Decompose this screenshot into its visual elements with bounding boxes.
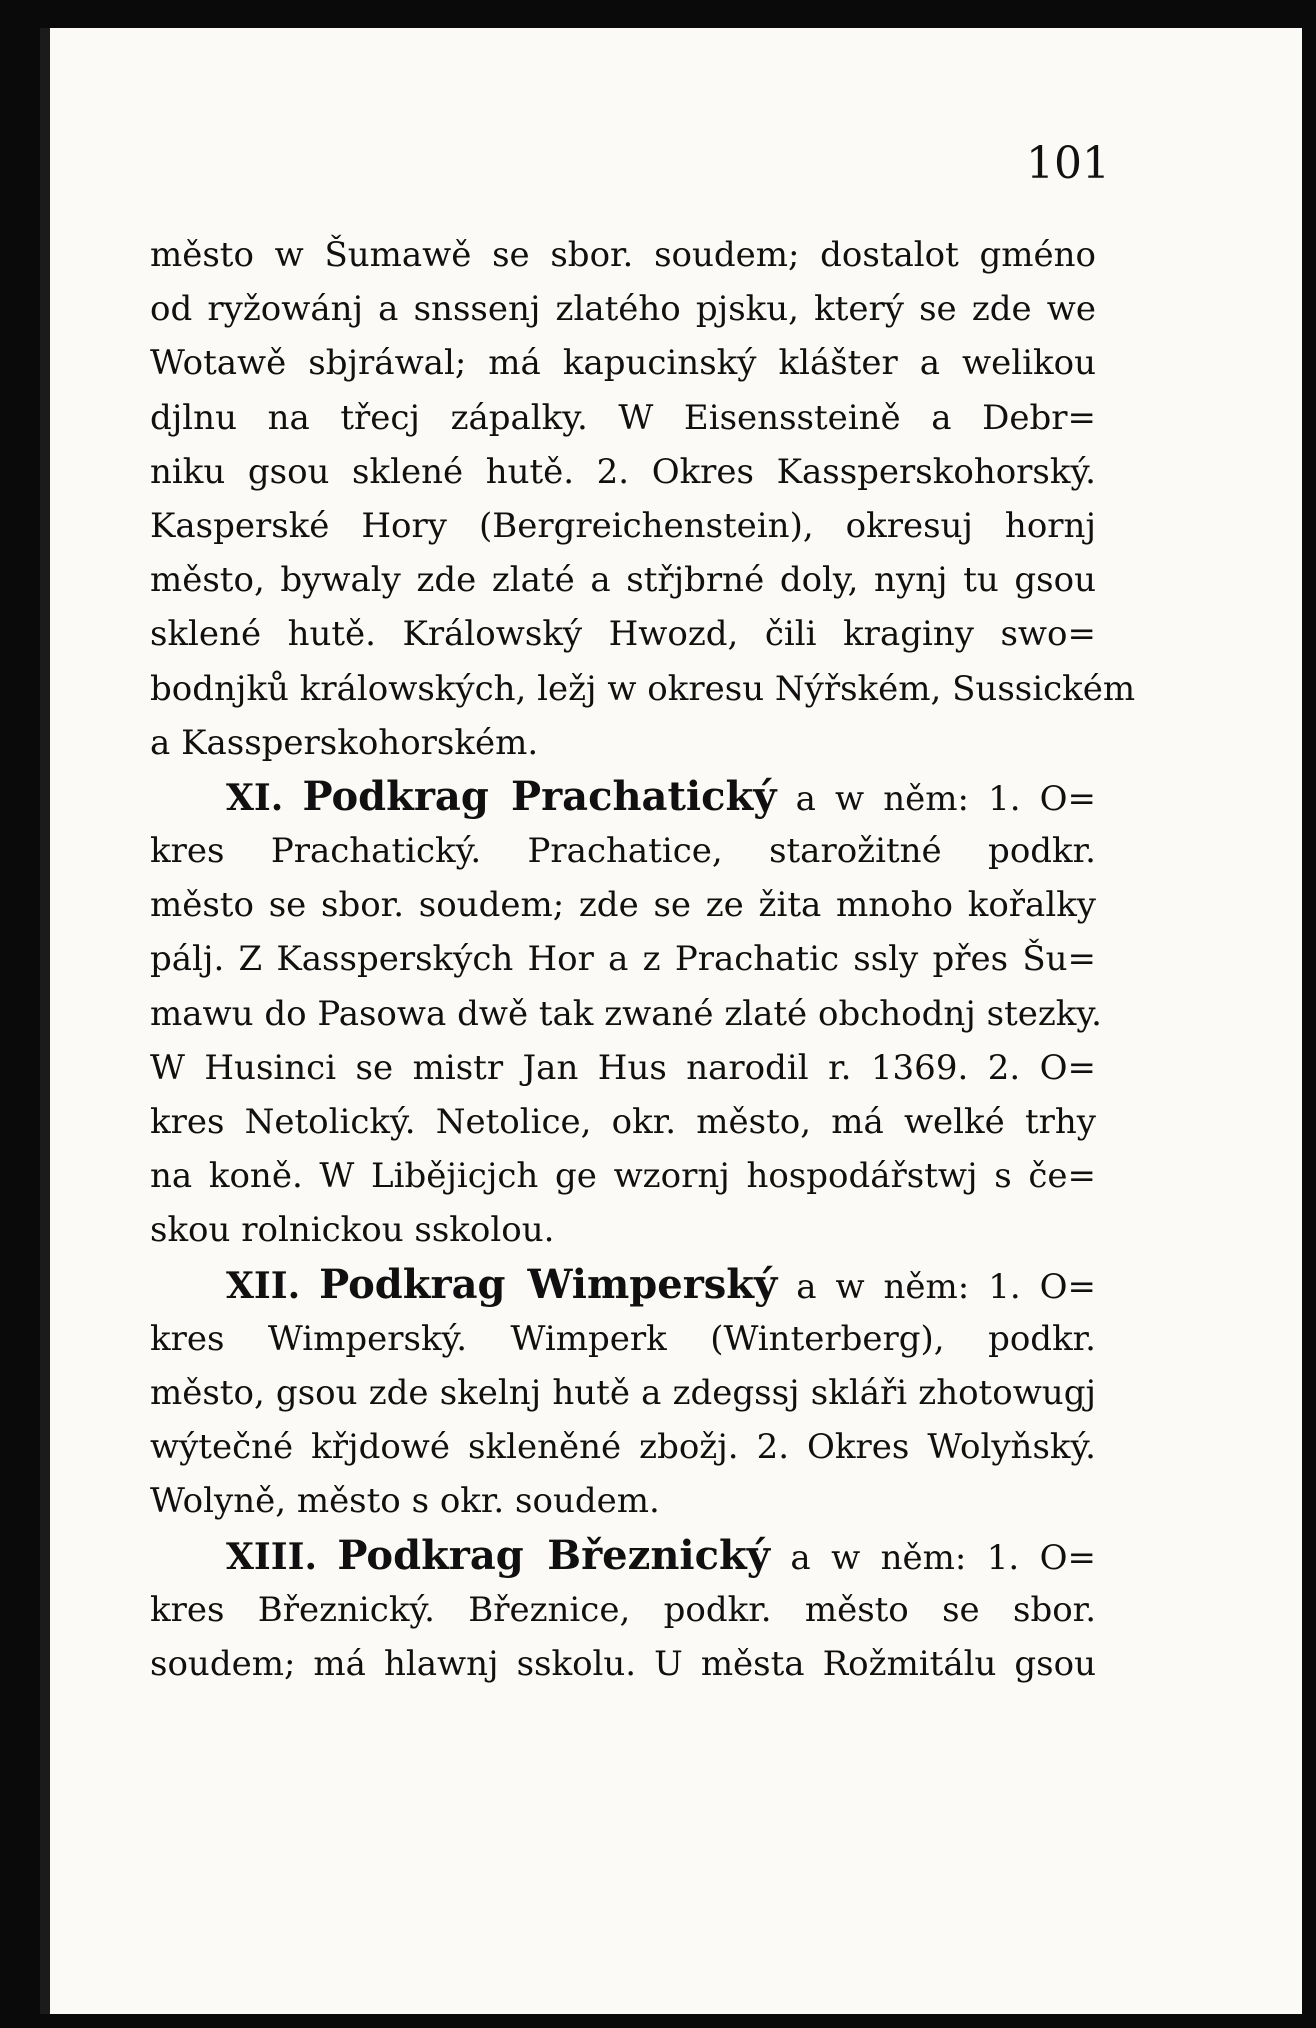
section-numeral: XI.: [226, 776, 284, 819]
text-line: město, bywaly zde zlaté a střjbrné doly, nynj tu gsou: [150, 560, 1096, 601]
text-line: kres Wimperský. Wimperk (Winterberg), podkr.: [150, 1318, 1096, 1359]
text-line: mawu do Pasowa dwě tak zwané zlaté obchodnj stezky.: [150, 993, 1102, 1034]
section-rest: a w něm: 1. O=: [795, 778, 1097, 819]
page-number: 101: [1026, 138, 1110, 189]
text-line: město, gsou zde skelnj hutě a zdegssj skláři zhotowugj: [150, 1372, 1096, 1413]
section-rest: a w něm: 1. O=: [796, 1266, 1096, 1307]
text-line: Wotawě sbjráwal; má kapucinský klášter a welikou: [150, 343, 1096, 384]
text-line: djlnu na třecj zápalky. W Eisenssteině a Debr=: [150, 397, 1096, 438]
section-title: Podkrag Wimperský: [319, 1260, 778, 1308]
text-line: kres Prachatický. Prachatice, starožitné podkr.: [150, 831, 1096, 872]
text-line: kres Březnický. Březnice, podkr. město se sbor.: [150, 1589, 1096, 1630]
text-line: od ryžowánj a snssenj zlatého pjsku, který se zde we: [150, 289, 1096, 330]
text-line: město w Šumawě se sbor. soudem; dostalot gméno: [150, 235, 1096, 275]
section-heading-line: [150, 1258, 1096, 1312]
text-line: bodnjků králowských, ležj w okresu Nýřském, Sussickém: [150, 668, 1136, 709]
section-numeral: XIII.: [226, 1535, 317, 1578]
text-line: město se sbor. soudem; zde se ze žita mnoho kořalky: [150, 885, 1096, 926]
section-rest: a w něm: 1. O=: [790, 1537, 1096, 1578]
section-title: Podkrag Březnický: [337, 1531, 770, 1579]
text-line: wýtečné křjdowé skleněné zbožj. 2. Okres Wolyňský.: [150, 1427, 1096, 1468]
text-line: Wolyně, město s okr. soudem.: [150, 1481, 660, 1522]
text-line: skou rolnickou sskolou.: [150, 1210, 555, 1251]
text-line: niku gsou sklené hutě. 2. Okres Kassperskohorský.: [150, 451, 1096, 492]
text-line: a Kassperskohorském.: [150, 722, 539, 763]
text-line: soudem; má hlawnj sskolu. U města Rožmitálu gsou: [150, 1643, 1096, 1684]
text-line: na koně. W Libějicjch ge wzornj hospodářstwj s če=: [150, 1156, 1096, 1197]
text-line: sklené hutě. Králowský Hwozd, čili kraginy swo=: [150, 614, 1096, 655]
text-line: pálj. Z Kassperských Hor a z Prachatic ssly přes Šu=: [150, 939, 1096, 980]
text-line: W Husinci se mistr Jan Hus narodil r. 1369. 2. O=: [150, 1047, 1096, 1088]
body-text: [150, 228, 1136, 1691]
section-heading-line: [150, 770, 1096, 824]
section-numeral: XII.: [226, 1264, 301, 1307]
section-heading-line: [150, 1529, 1096, 1583]
section-title: Podkrag Prachatický: [302, 772, 777, 820]
text-line: kres Netolický. Netolice, okr. město, má welké trhy: [150, 1102, 1096, 1142]
text-line: Kasperské Hory (Bergreichenstein), okresuj hornj: [150, 505, 1096, 546]
